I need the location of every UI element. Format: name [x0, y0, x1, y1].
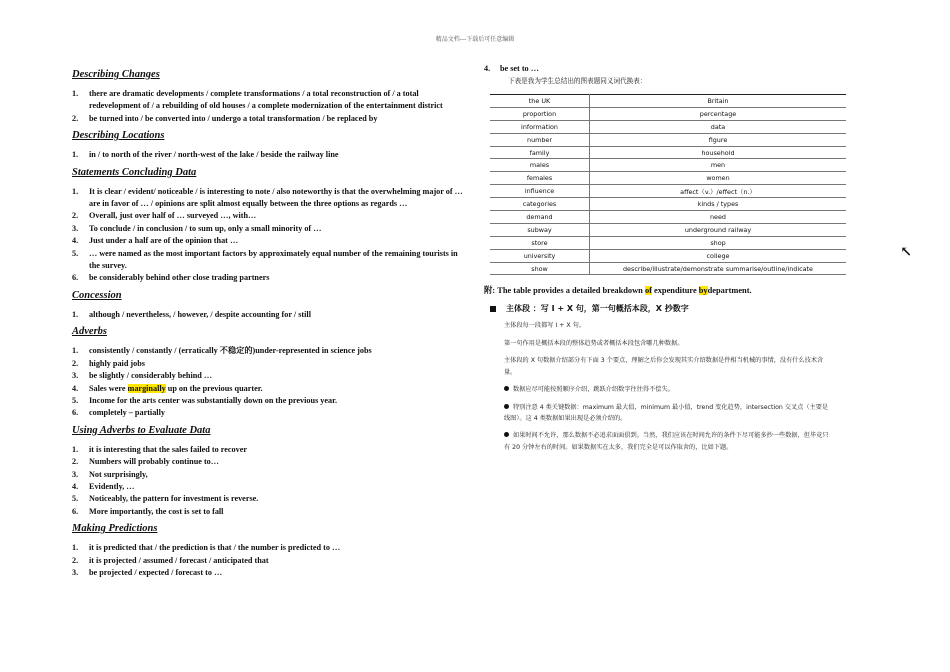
- term-cell: categories: [490, 198, 590, 211]
- item-text: More importantly, the cost is set to fall: [89, 506, 224, 516]
- section-title: Describing Locations: [72, 130, 165, 142]
- guidance-bullet: [504, 402, 834, 425]
- square-bullet-icon: [490, 306, 496, 312]
- bullet-dot-icon: [504, 432, 509, 437]
- synonym-cell: men: [590, 159, 847, 172]
- item-text: Noticeably, the pattern for investment is reverse.: [89, 494, 259, 504]
- section-title: Making Predictions: [72, 523, 158, 535]
- note-highlight-by: by: [698, 286, 708, 296]
- term-cell: females: [490, 172, 590, 185]
- item-text: although / nevertheless, / however, / despite accounting for / still: [89, 309, 311, 319]
- synonym-cell: shop: [590, 236, 847, 249]
- item-text: up on the previous quarter.: [165, 383, 263, 393]
- list-item: [72, 493, 464, 505]
- section-title: Using Adverbs to Evaluate Data: [72, 424, 211, 436]
- list-item: [72, 248, 464, 273]
- item-number: 6.: [72, 408, 79, 418]
- item-text: … were named as the most important factors by approximately equal number of the remaining tourists in the survey.: [89, 248, 458, 271]
- item-number: 6.: [72, 273, 79, 283]
- note-prefix: 附: The table provides a detailed breakdown: [484, 286, 645, 296]
- guidance-bullet: [504, 384, 834, 395]
- item-number: 2.: [72, 457, 79, 467]
- term-cell: subway: [490, 223, 590, 236]
- list-item: [72, 567, 464, 579]
- item-number: 4.: [72, 236, 79, 246]
- section-list: [72, 345, 464, 419]
- list-item: [72, 506, 464, 518]
- item-text: Just under a half are of the opinion that …: [89, 236, 239, 246]
- term-cell: family: [490, 146, 590, 159]
- list-item: [72, 370, 464, 382]
- bullet-text: 如果时间不允许，那么数据不必追求面面俱到。当然，我们应该在时间允许的条件下尽可能多抄一些数据，但毕竟只有 20 分钟左右的时间。如果数据实在太多，我们完全是可以作取舍的，比如下题。: [504, 432, 829, 451]
- item-number: 1.: [72, 543, 79, 553]
- item-number: 1.: [72, 309, 79, 319]
- item-number: 3.: [72, 469, 79, 479]
- synonym-cell: college: [590, 249, 847, 262]
- section-list: [72, 88, 464, 125]
- item-number: 2.: [72, 211, 79, 221]
- table-row: [490, 262, 846, 275]
- synonym-table: [490, 94, 846, 275]
- term-cell: show: [490, 262, 590, 275]
- section-list: [72, 186, 464, 285]
- highlighted-word: marginally: [127, 383, 166, 393]
- list-item: [72, 542, 464, 554]
- synonym-cell: figure: [590, 133, 847, 146]
- list-item: [72, 358, 464, 370]
- synonym-cell: percentage: [590, 107, 847, 120]
- pen-mark-icon: ↖: [900, 245, 912, 260]
- item-number: 3.: [72, 567, 79, 577]
- header-note: 精品文档---下载后可任意编辑: [435, 36, 515, 43]
- list-item: [72, 555, 464, 567]
- table-row: [490, 95, 846, 108]
- item-number: 1.: [72, 186, 79, 196]
- item-number: 1.: [72, 346, 79, 356]
- item-number: 2.: [72, 358, 79, 368]
- list-item: [72, 210, 464, 222]
- table-row: [490, 159, 846, 172]
- item-number: 5.: [72, 494, 79, 504]
- section-list: [72, 542, 464, 579]
- item-text: be turned into / be converted into / undergo a total transformation / be replaced by: [89, 113, 378, 123]
- item-number: 2.: [72, 113, 79, 123]
- synonym-cell: data: [590, 120, 847, 133]
- term-cell: number: [490, 133, 590, 146]
- item-text: it is interesting that the sales failed to recover: [89, 444, 247, 454]
- bullet-dot-icon: [504, 386, 509, 391]
- bullet-text: 特别注意 4 类关键数据：maximum 最大值，minimum 最小值，trend 变化趋势，intersection 交叉点（主要是线图）。这 4 类数据如果出现是必须介绍的。: [504, 403, 829, 422]
- item-text: Numbers will probably continue to…: [89, 457, 219, 467]
- list-item: [72, 383, 464, 395]
- guidance-text: [484, 320, 846, 453]
- note-highlight-of: of: [644, 286, 652, 296]
- synonym-cell: Britain: [590, 95, 847, 108]
- synonym-cell: kinds / types: [590, 198, 847, 211]
- list-item: [72, 309, 464, 321]
- bullet-dot-icon: [504, 404, 509, 409]
- section-list: [72, 149, 464, 161]
- term-cell: university: [490, 249, 590, 262]
- table-note: [484, 285, 846, 297]
- item-text: it is projected / assumed / forecast / anticipated that: [89, 555, 269, 565]
- list-item: [72, 149, 464, 161]
- guidance-paragraph: 主体段的 X 句数据介绍部分有下面 3 个要点，理解之后你会发现其实介绍数据是件相当机械的事情，没有什么技术含量。: [504, 357, 824, 376]
- item-text: Not surprisingly,: [89, 469, 148, 479]
- left-column: [72, 68, 464, 583]
- table-row: [490, 249, 846, 262]
- table-row: [490, 172, 846, 185]
- synonym-cell: underground railway: [590, 223, 847, 236]
- list-item: [72, 444, 464, 456]
- item-text: in / to north of the river / north-west of the lake / beside the railway line: [89, 150, 339, 160]
- item-text: be considerably behind other close trading partners: [89, 273, 270, 283]
- body-paragraph-heading: [484, 303, 846, 314]
- item-text: It is clear / evident/ noticeable / is interesting to note / also noteworthy is that the overwhelming major of … are in favor of … / opinions are split almost equally between the three options as regards …: [89, 186, 463, 209]
- section-title: Describing Changes: [72, 69, 160, 80]
- item-number: 4.: [72, 383, 79, 393]
- guidance-bullet: [504, 430, 834, 453]
- item-text: To conclude / in conclusion / to sum up, only a small minority of …: [89, 223, 322, 233]
- body-heading-text: 主体段 ：写 I + X 句，第一句概括本段，X 抄数字: [506, 304, 689, 314]
- synonym-cell: describe/illustrate/demonstrate summarise/outline/indicate: [590, 262, 847, 275]
- list-item: [72, 456, 464, 468]
- list-item: [72, 88, 464, 113]
- item-text: it is predicted that / the prediction is that / the number is predicted to …: [89, 543, 341, 553]
- section-title: Adverbs: [72, 326, 107, 338]
- item-text: Evidently, …: [89, 481, 135, 491]
- term-cell: information: [490, 120, 590, 133]
- right-column: [484, 63, 846, 453]
- synonym-cell: household: [590, 146, 847, 159]
- item-text: be set to …: [500, 64, 539, 73]
- table-row: [490, 107, 846, 120]
- section-title: Concession: [72, 289, 122, 301]
- synonym-cell: need: [590, 211, 847, 224]
- item-text: Sales were: [89, 383, 128, 393]
- list-item: [72, 395, 464, 407]
- list-item: [72, 407, 464, 419]
- item-text: there are dramatic developments / complete transformations / a total reconstruction of / a total redevelopment of / a rebuilding of old houses / a complete modernization of the entertainment district: [89, 89, 443, 111]
- bullet-text: 数据应尽可能按照顺序介绍，跳跃介绍数字往往得不偿失。: [513, 386, 674, 394]
- list-item: [72, 272, 464, 284]
- term-cell: the UK: [490, 95, 590, 108]
- term-cell: demand: [490, 211, 590, 224]
- item-number: 3.: [72, 371, 79, 381]
- item-number: 2.: [72, 555, 79, 565]
- item-text: consistently / constantly / (erratically 不稳定的)under-represented in science jobs: [89, 346, 372, 356]
- section-list: [72, 444, 464, 518]
- item-text: Overall, just over half of … surveyed …, with…: [89, 211, 257, 221]
- list-item: [72, 345, 464, 357]
- item-number: 1.: [72, 150, 79, 160]
- item-number: 1.: [72, 444, 79, 454]
- list-item: [72, 469, 464, 481]
- table-row: [490, 133, 846, 146]
- section-title: Statements Concluding Data: [72, 166, 197, 178]
- item-text: be projected / expected / forecast to …: [89, 567, 223, 577]
- list-item: [72, 186, 464, 211]
- item-text: Income for the arts center was substantially down on the previous year.: [89, 395, 338, 405]
- list-item: [72, 223, 464, 235]
- note-mid: expenditure: [651, 286, 699, 296]
- table-row: [490, 223, 846, 236]
- table-row: [490, 120, 846, 133]
- section-list: [72, 309, 464, 321]
- item-number: 4.: [72, 481, 79, 491]
- term-cell: influence: [490, 185, 590, 198]
- list-item: [72, 235, 464, 247]
- guidance-paragraph: 主体段每一段都写 I + X 句。: [504, 322, 585, 330]
- item-number: 5.: [72, 395, 79, 405]
- table-row: [490, 211, 846, 224]
- term-cell: males: [490, 159, 590, 172]
- table-intro: 下表是我为学生总结出的图表题同义词代换表：: [508, 77, 647, 85]
- item-number: 4.: [484, 64, 491, 73]
- item-text: highly paid jobs: [89, 358, 145, 368]
- item-number: 3.: [72, 223, 79, 233]
- note-suffix: department.: [707, 286, 752, 296]
- item-4: [484, 63, 846, 75]
- table-row: [490, 185, 846, 198]
- table-row: [490, 146, 846, 159]
- term-cell: store: [490, 236, 590, 249]
- item-number: 5.: [72, 248, 79, 258]
- item-number: 1.: [72, 89, 79, 98]
- guidance-paragraph: 第一句作用是概括本段的整体趋势或者概括本段包含哪几种数据。: [504, 339, 684, 347]
- item-text: completely – partially: [89, 408, 165, 418]
- synonym-cell: affect（v.）/effect（n.）: [590, 185, 847, 198]
- list-item: [72, 113, 464, 125]
- table-row: [490, 198, 846, 211]
- item-number: 6.: [72, 506, 79, 516]
- term-cell: proportion: [490, 107, 590, 120]
- table-row: [490, 236, 846, 249]
- item-text: be slightly / considerably behind …: [89, 371, 213, 381]
- synonym-cell: women: [590, 172, 847, 185]
- list-item: [72, 481, 464, 493]
